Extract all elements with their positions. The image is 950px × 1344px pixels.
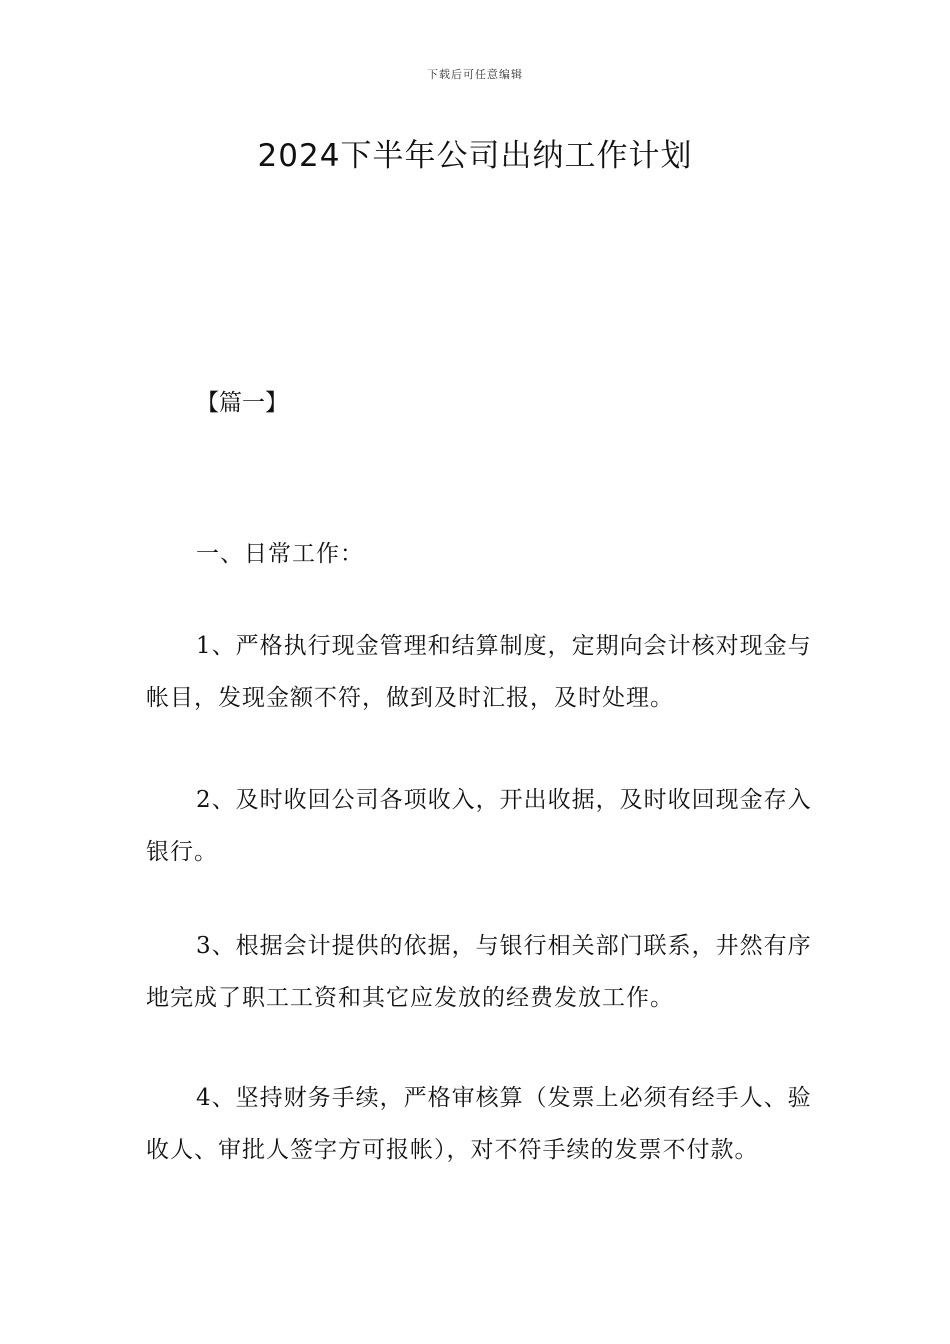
page-header-note: 下载后可任意编辑 — [427, 68, 523, 81]
paragraph-4: 4、坚持财务手续，严格审核算（发票上必须有经手人、验收人、审批人签字方可报帐），对不符手续的发票不付款。 — [146, 1085, 812, 1163]
paragraph-3: 3、根据会计提供的依据，与银行相关部门联系，井然有序地完成了职工工资和其它应发放的经费发放工作。 — [146, 933, 812, 1011]
document-title: 2024下半年公司出纳工作计划 — [257, 138, 693, 174]
section-heading: 一、日常工作： — [196, 541, 364, 567]
paragraph-2: 2、及时收回公司各项收入，开出收据，及时收回现金存入银行。 — [146, 787, 812, 865]
section-tag: 【篇一】 — [196, 390, 288, 416]
paragraph-1: 1、严格执行现金管理和结算制度，定期向会计核对现金与帐目，发现金额不符，做到及时汇报，及时处理。 — [146, 633, 812, 711]
